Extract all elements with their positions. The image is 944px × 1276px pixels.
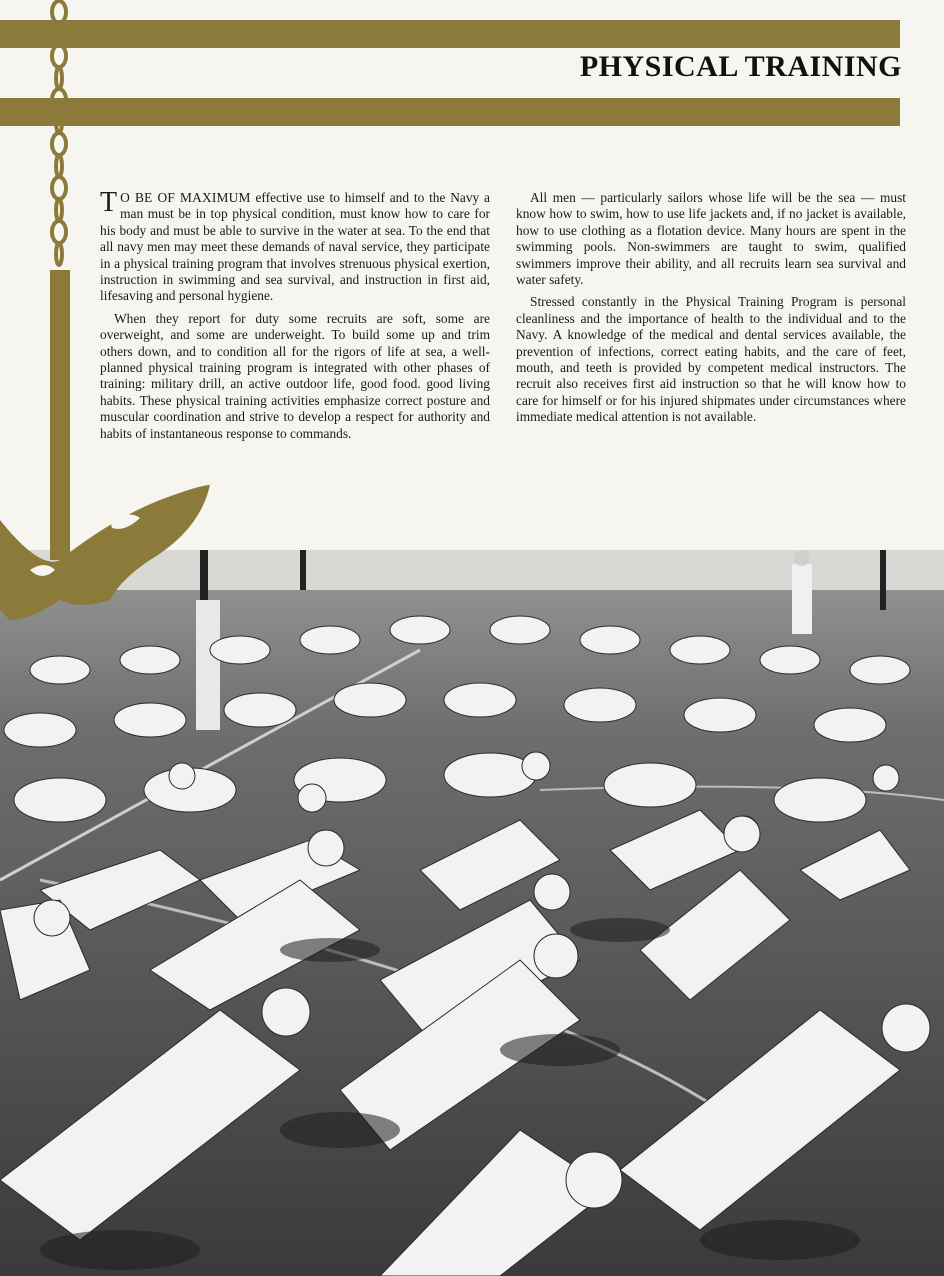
article-paragraph: All men — particularly sailors whose life will be the sea — must know how to swim, how to use life jackets and, if no jacket is available, how to use clothing as a flotation device. Many hours are spent in the swimming pools. Non-swimmers are taught to swim, qualified swimmers improve their ability, and all recruits learn sea survival and water safety. (516, 190, 906, 288)
drop-cap: T (100, 187, 118, 218)
lead-in: O BE OF MAXIMUM (120, 190, 251, 205)
page-title: PHYSICAL TRAINING (579, 50, 902, 83)
recruits-exercising-photo (0, 550, 944, 1276)
anchor-chain-icon (44, 0, 74, 280)
paragraph-text: effective use to himself and to the Navy a man must be in top physical condition, must know how to care for his body and must be able to survive in the water at sea. To the end that all navy men may meet these demands of naval service, they participate in a physical training program that involves strenuous physical exertion, instruction in swimming and sea survival, and instruction in first aid, lifesaving and personal hygiene. (100, 190, 491, 304)
header-band-bottom (0, 98, 900, 126)
header-band-top (0, 20, 900, 48)
article-column-right (516, 190, 906, 432)
article-paragraph: When they report for duty some recruits are soft, some are overweight, and some are underweight. To build some up and trim others down, and to condition all for the rigors of life at sea, a well-planned physical training program is integrated with other phases of training: military drill, an active outdoor life, good food. good living habits. These physical training activities emphasize correct posture and muscular coordination and strive to develop a respect for authority and habits of instantaneous response to commands. (100, 310, 490, 441)
anchor-icon (0, 270, 220, 630)
article-paragraph: Stressed constantly in the Physical Training Program is personal cleanliness and the importance of health to the individual and to the Navy. A knowledge of the medical and dental services available, the prevention of infections, correct eating habits, and the care of feet, mouth, and teeth is provided by competent medical instructors. The recruit also receives first aid instruction so that he will know how to care for himself or for his injured shipmates under circumstances where immediate medical attention is not available. (516, 294, 906, 425)
